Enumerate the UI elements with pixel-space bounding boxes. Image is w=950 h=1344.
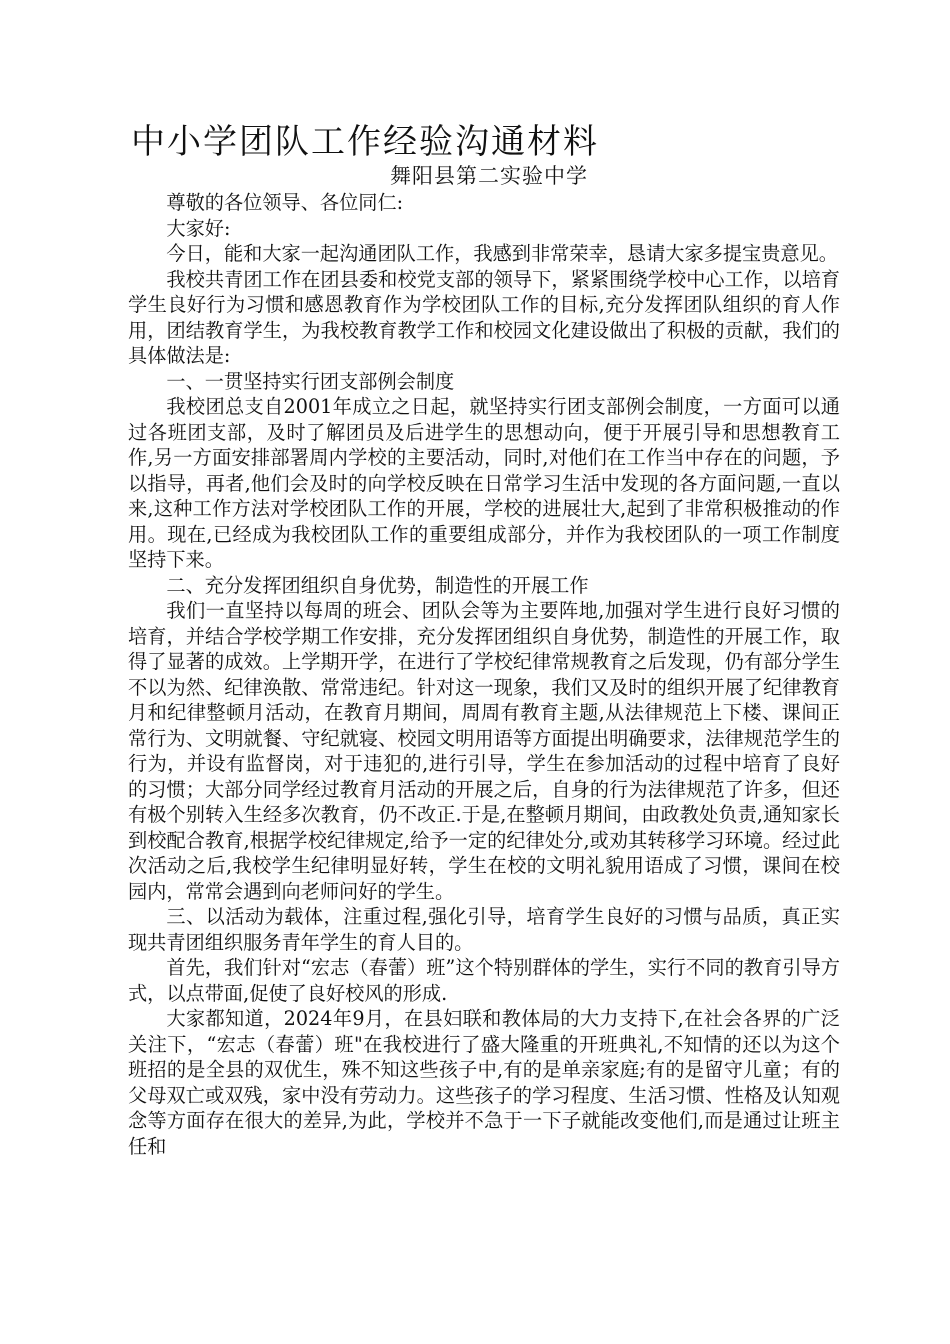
document-body xyxy=(128,190,840,1159)
body-paragraph: 我们一直坚持以每周的班会、团队会等为主要阵地,加强对学生进行良好习惯的培育，并结合学校学期工作安排，充分发挥团组织自身优势，制造性的开展工作，取得了显著的成效。上学期开学，在进行了学校纪律常规教育之后发现，仍有部分学生不以为然、纪律涣散、常常违纪。针对这一现象，我们又及时的组织开展了纪律教育月和纪律整顿月活动，在教育月期间，周周有教育主题,从法律规范上下楼、课间正常行为、文明就餐、守纪就寝、校园文明用语等方面提出明确要求，法律规范学生的行为，并设有监督岗，对于违犯的,进行引导，学生在参加活动的过程中培育了良好的习惯；大部分同学经过教育月活动的开展之后，自身的行为法律规范了许多，但还有极个别转入生经多次教育，仍不改正.于是,在整顿月期间，由政教处负责,通知家长到校配合教育,根据学校纪律规定,给予一定的纪律处分,或劝其转移学习环境。经过此次活动之后,我校学生纪律明显好转，学生在校的文明礼貌用语成了习惯，课间在校园内，常常会遇到向老师问好的学生。 xyxy=(128,599,840,903)
document-author: 舞阳县第二实验中学 xyxy=(390,164,588,188)
section-heading: 三、以活动为载体，注重过程,强化引导，培育学生良好的习惯与品质，真正实现共青团组织服务青年学生的育人目的。 xyxy=(128,905,840,954)
body-paragraph: 今日，能和大家一起沟通团队工作，我感到非常荣幸，恳请大家多提宝贵意见。 xyxy=(166,242,838,265)
document-title: 中小学团队工作经验沟通材料 xyxy=(131,122,599,162)
section-heading: 一、一贯坚持实行团支部例会制度 xyxy=(166,369,455,393)
body-paragraph: 大家都知道，2024年9月，在县妇联和教体局的大力支持下,在社会各界的广泛关注下，“宏志（春蕾）班"在我校进行了盛大隆重的开班典礼,不知情的还以为这个班招的是全县的双优生，殊不知这些孩子中,有的是单亲家庭;有的是留守儿童；有的父母双亡或双残，家中没有劳动力。这些孩子的学习程度、生活习惯、性格及认知观念等方面存在很大的差异,为此，学校并不急于一下子就能改变他们,而是通过让班主任和 xyxy=(128,1007,840,1158)
greeting: 大家好: xyxy=(166,216,231,240)
body-paragraph: 我校团总支自2001年成立之日起，就坚持实行团支部例会制度，一方面可以通过各班团支部，及时了解团员及后进学生的思想动向，便于开展引导和思想教育工作,另一方面安排部署周内学校的主要活动，同时,对他们在工作当中存在的问题，予以指导，再者,他们会及时的向学校反映在日常学习生活中发现的各方面问题,一直以来,这种工作方法对学校团队工作的开展，学校的进展壮大,起到了非常积极推动的作用。现在,已经成为我校团队工作的重要组成部分，并作为我校团队的一项工作制度坚持下来。 xyxy=(128,395,840,571)
body-paragraph: 我校共青团工作在团县委和校党支部的领导下，紧紧围绕学校中心工作，以培育学生良好行为习惯和感恩教育作为学校团队工作的目标,充分发挥团队组织的育人作用，团结教育学生，为我校教育教学工作和校园文化建设做出了积极的贡献，我们的具体做法是: xyxy=(128,267,840,367)
salutation: 尊敬的各位领导、各位同仁: xyxy=(166,191,404,214)
section-heading: 二、充分发挥团组织自身优势，制造性的开展工作 xyxy=(166,573,589,597)
body-paragraph: 首先，我们针对“宏志（春蕾）班”这个特别群体的学生，实行不同的教育引导方式，以点带面,促使了良好校风的形成. xyxy=(128,956,840,1005)
